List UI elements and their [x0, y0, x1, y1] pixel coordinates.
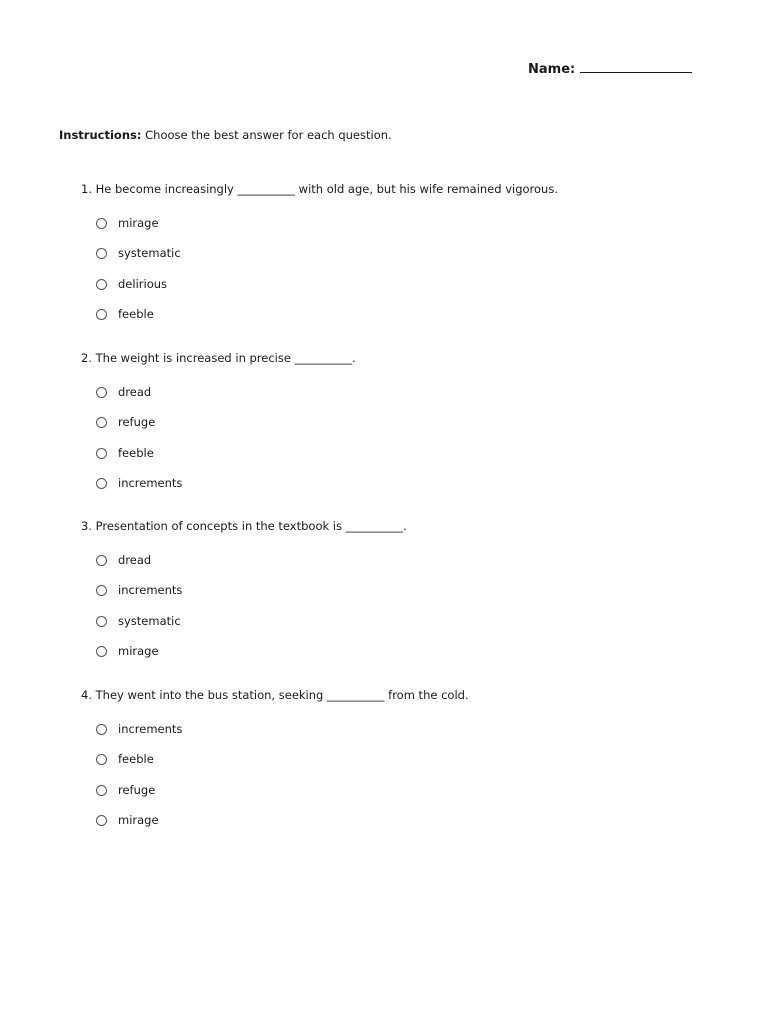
radio-button[interactable] [96, 785, 107, 796]
radio-button[interactable] [96, 309, 107, 320]
radio-button[interactable] [96, 478, 107, 489]
radio-button[interactable] [96, 387, 107, 398]
option-label: dread [118, 553, 152, 567]
question-1 [81, 180, 721, 352]
answer-option[interactable] [81, 306, 721, 336]
answer-option[interactable] [81, 782, 721, 812]
radio-button[interactable] [96, 448, 107, 459]
answer-options [81, 384, 721, 505]
question-4 [81, 686, 721, 858]
radio-button[interactable] [96, 218, 107, 229]
answer-options [81, 721, 721, 842]
answer-option[interactable] [81, 276, 721, 306]
radio-button[interactable] [96, 555, 107, 566]
answer-option[interactable] [81, 721, 721, 751]
answer-option[interactable] [81, 643, 721, 673]
answer-option[interactable] [81, 552, 721, 582]
question-text: 3. Presentation of concepts in the textbook is __________. [81, 519, 407, 533]
radio-button[interactable] [96, 248, 107, 259]
option-label: mirage [118, 812, 159, 827]
answer-options [81, 552, 721, 673]
option-label: feeble [118, 445, 154, 460]
answer-option[interactable] [81, 812, 721, 842]
question-text: 2. The weight is increased in precise __________. [81, 351, 356, 365]
option-label: increments [118, 475, 183, 490]
name-blank-line[interactable] [580, 60, 692, 73]
option-label: feeble [118, 752, 154, 767]
radio-button[interactable] [96, 724, 107, 735]
instructions-text: Choose the best answer for each question. [141, 128, 392, 142]
radio-button[interactable] [96, 417, 107, 428]
question-text: 1. He become increasingly __________ with old age, but his wife remained vigorous. [81, 182, 558, 196]
name-label: Name: [528, 62, 576, 77]
option-label: refuge [118, 415, 156, 430]
radio-button[interactable] [96, 754, 107, 765]
option-label: increments [118, 583, 183, 598]
instructions-label: Instructions: [59, 128, 142, 142]
answer-option[interactable] [81, 582, 721, 612]
radio-button[interactable] [96, 815, 107, 826]
question-3 [81, 517, 721, 689]
answer-option[interactable] [81, 245, 721, 275]
instructions [59, 128, 392, 142]
option-label: mirage [118, 643, 159, 658]
radio-button[interactable] [96, 585, 107, 596]
answer-option[interactable] [81, 475, 721, 505]
name-field [528, 60, 692, 77]
question-2 [81, 349, 721, 521]
radio-button[interactable] [96, 279, 107, 290]
option-label: systematic [118, 246, 181, 261]
option-label: mirage [118, 216, 159, 230]
question-text: 4. They went into the bus station, seeking __________ from the cold. [81, 688, 469, 702]
answer-option[interactable] [81, 751, 721, 781]
option-label: increments [118, 722, 183, 736]
answer-option[interactable] [81, 445, 721, 475]
answer-option[interactable] [81, 215, 721, 245]
option-label: dread [118, 385, 152, 399]
answer-option[interactable] [81, 414, 721, 444]
option-label: systematic [118, 613, 181, 628]
radio-button[interactable] [96, 646, 107, 657]
option-label: refuge [118, 782, 156, 797]
answer-option[interactable] [81, 384, 721, 414]
option-label: delirious [118, 276, 168, 291]
answer-option[interactable] [81, 613, 721, 643]
option-label: feeble [118, 306, 154, 321]
radio-button[interactable] [96, 616, 107, 627]
answer-options [81, 215, 721, 336]
